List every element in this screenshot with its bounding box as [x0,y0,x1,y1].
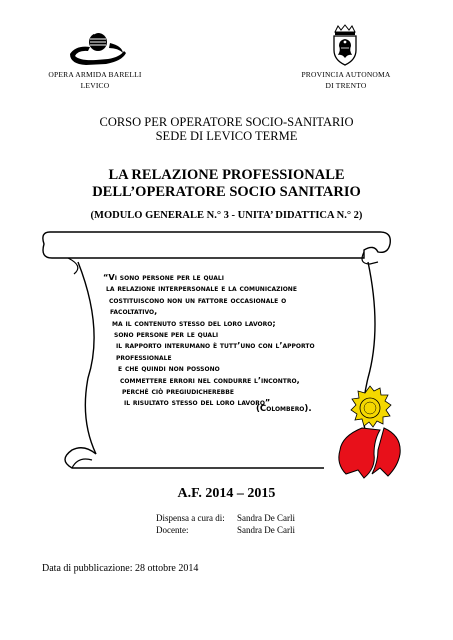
credits-row [156,513,295,525]
quote-line: professionale [116,351,172,362]
edited-by-value: Sandra De Carli [237,513,295,523]
opera-barelli-logo-icon [66,28,128,68]
quote-line: ma il contenuto stesso del loro lavoro; [112,317,276,328]
teacher-value: Sandra De Carli [237,524,295,535]
left-organization [30,69,160,91]
trento-coat-of-arms-icon [329,24,361,66]
document-title [0,167,453,201]
award-rosette-icon [322,384,432,480]
course-location: SEDE DI LEVICO TERME [155,129,298,143]
quote-line: il risultato stesso del loro lavoro” [124,397,271,408]
quote-line: la relazione interpersonale e la comunicazione [106,283,297,294]
module-subtitle: (MODULO GENERALE N.° 3 - UNITA’ DIDATTICA N.° 2) [90,210,363,221]
quote-line: “Vi sono persone per le quali [103,272,224,282]
quote-line: il rapporto interumano è tutt’uno con l’apporto [116,340,315,351]
academic-year: A.F. 2014 – 2015 [177,486,276,501]
quote-author: (Colombero). [256,404,312,414]
course-name: CORSO PER OPERATORE SOCIO-SANITARIO [99,115,354,129]
quote-line: costituiscono non un fattore occasionale o [109,294,287,305]
quote-line: commettere errori nel condurre l’incontro, [120,374,300,385]
right-org-location: DI TRENTO [325,81,367,90]
quote-line: e che quindi non possono [118,363,220,374]
title-line-1: LA RELAZIONE PROFESSIONALE [108,167,345,183]
quote-line: facoltativo, [110,306,158,317]
title-line-2: DELL’OPERATORE SOCIO SANITARIO [92,184,361,200]
credits-row [156,525,295,537]
publication-date: Data di pubblicazione: 28 ottobre 2014 [42,563,199,574]
left-org-location: LEVICO [80,81,110,90]
credits-block [156,513,295,536]
right-organization [285,69,407,91]
edited-by-label: Dispensa a cura di: [156,513,225,523]
right-org-name: PROVINCIA AUTONOMA [301,70,391,79]
left-org-name: OPERA ARMIDA BARELLI [48,70,142,79]
course-heading [0,115,453,143]
quote-line: perché ciò pregiudicherebbe [122,386,234,397]
quote-line: sono persone per le quali [114,329,219,340]
teacher-label: Docente: [156,524,189,535]
